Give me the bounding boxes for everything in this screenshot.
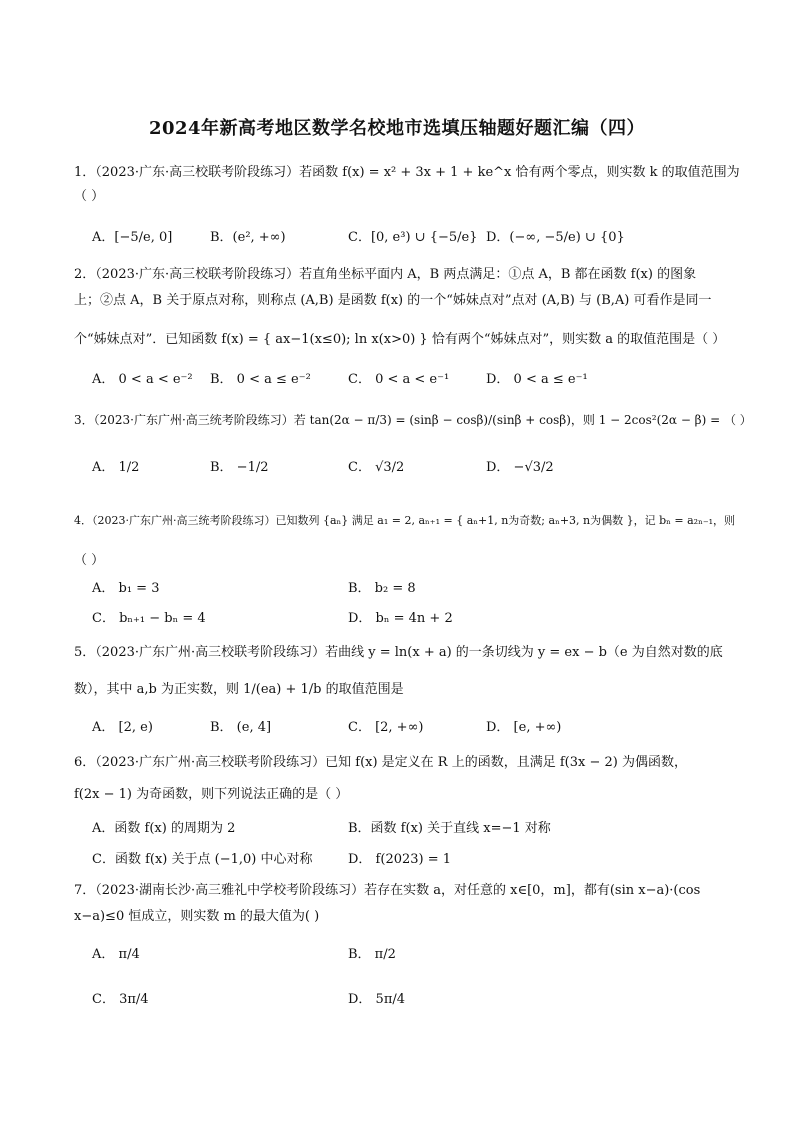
question-6-line-1: 6．（2023·广东广州·高三校联考阶段练习）已知 f(x) 是定义在 R 上的函数，且满足 f(3x − 2) 为偶函数， xyxy=(74,755,687,770)
question-7-option-c: C． 3π/4 xyxy=(92,992,149,1007)
question-2-line-3: 个“姊妹点对”．已知函数 f(x) = { ax−1(x≤0); ln x(x>0) } 恰有两个“姊妹点对”，则实数 a 的取值范围是（ ） xyxy=(74,332,726,347)
question-7-option-d: D． 5π/4 xyxy=(348,992,406,1007)
document-title: 2024年新高考地区数学名校地市选填压轴题好题汇编（四） xyxy=(148,118,646,139)
question-1-option-d: D．(−∞, −5/e) ∪ {0} xyxy=(486,230,625,245)
question-5-line-2: 数），其中 a,b 为正实数，则 1/(ea) + 1/b 的取值范围是 xyxy=(74,682,404,697)
question-6-option-c: C．函数 f(x) 关于点 (−1,0) 中心对称 xyxy=(92,852,313,867)
question-4-option-d: D． bₙ = 4n + 2 xyxy=(348,611,453,626)
question-3-option-d: D． −√3/2 xyxy=(486,460,554,475)
question-2-option-c: C． 0 < a < e⁻¹ xyxy=(348,372,450,387)
question-7-option-a: A． π/4 xyxy=(92,947,140,962)
question-2-option-d: D． 0 < a ≤ e⁻¹ xyxy=(486,372,588,387)
question-6-option-d: D． f(2023) = 1 xyxy=(348,852,452,867)
question-6-line-2: f(2x − 1) 为奇函数，则下列说法正确的是（ ） xyxy=(74,787,349,802)
question-5-option-b: B． (e, 4] xyxy=(210,720,272,735)
question-3-option-b: B． −1/2 xyxy=(210,460,269,475)
question-4-line-2: （ ） xyxy=(74,553,105,568)
question-4-line-1: 4．（2023·广东广州·高三统考阶段练习）已知数列 {aₙ} 满足 a₁ = 2, aₙ₊₁ = { aₙ+1, n为奇数; aₙ+3, n为偶数 }，记 bₙ = a₂ₙ₋₁，则 xyxy=(74,514,736,527)
question-2-line-1: 2．（2023·广东·高三校联考阶段练习）若直角坐标平面内 A，B 两点满足：①点 A，B 都在函数 f(x) 的图象 xyxy=(74,267,697,282)
question-6-option-b: B．函数 f(x) 关于直线 x=−1 对称 xyxy=(348,821,551,836)
question-5-option-c: C． [2, +∞) xyxy=(348,720,424,735)
question-4-option-b: B． b₂ = 8 xyxy=(348,581,416,596)
question-1-line-1: 1．（2023·广东·高三校联考阶段练习）若函数 f(x) = x² + 3x + 1 + ke^x 恰有两个零点，则实数 k 的取值范围为 xyxy=(74,165,740,180)
question-5-line-1: 5．（2023·广东广州·高三校联考阶段练习）若曲线 y = ln(x + a) 的一条切线为 y = ex − b（e 为自然对数的底 xyxy=(74,645,723,660)
question-6-option-a: A．函数 f(x) 的周期为 2 xyxy=(92,821,236,836)
question-2-option-a: A． 0 < a < e⁻² xyxy=(92,372,193,387)
question-2-option-b: B． 0 < a ≤ e⁻² xyxy=(210,372,311,387)
question-3-option-c: C． √3/2 xyxy=(348,460,405,475)
question-4-option-a: A． b₁ = 3 xyxy=(92,581,160,596)
question-1-option-b: B．(e², +∞) xyxy=(210,230,286,245)
question-3-line-1: 3．（2023·广东广州·高三统考阶段练习）若 tan(2α − π/3) = (sinβ − cosβ)/(sinβ + cosβ)，则 1 − 2cos²(2α − β) = （ ） xyxy=(74,413,752,427)
question-7-line-2: x−a)≤0 恒成立，则实数 m 的最大值为( ) xyxy=(74,909,320,924)
question-2-line-2: 上；②点 A，B 关于原点对称，则称点 (A,B) 是函数 f(x) 的一个“姊妹点对”点对 (A,B) 与 (B,A) 可看作是同一 xyxy=(74,293,712,308)
question-5-option-a: A． [2, e) xyxy=(92,720,153,735)
question-7-line-1: 7．（2023·湖南长沙·高三雅礼中学校考阶段练习）若存在实数 a，对任意的 x∈[0，m]，都有(sin x−a)·(cos xyxy=(74,883,701,898)
question-1-option-a: A．[−5/e, 0] xyxy=(92,230,173,245)
question-5-option-d: D． [e, +∞) xyxy=(486,720,562,735)
question-1-line-2: （ ） xyxy=(74,189,105,204)
question-3-option-a: A． 1/2 xyxy=(92,460,140,475)
question-4-option-c: C． bₙ₊₁ − bₙ = 4 xyxy=(92,611,206,626)
question-7-option-b: B． π/2 xyxy=(348,947,396,962)
question-1-option-c: C．[0, e³) ∪ {−5/e} xyxy=(348,230,478,245)
